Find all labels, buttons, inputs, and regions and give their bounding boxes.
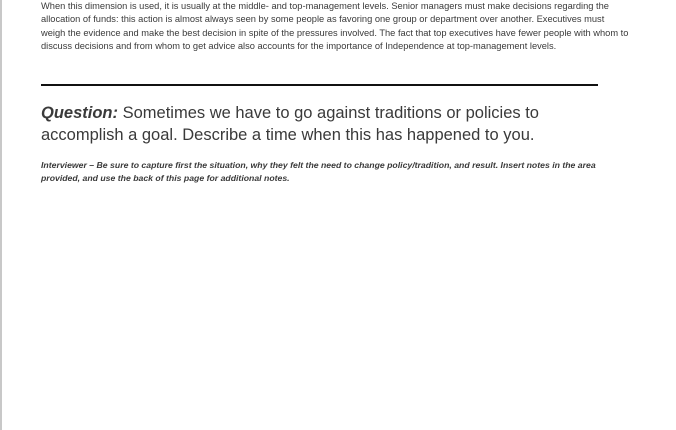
page-left-edge bbox=[0, 0, 2, 430]
section-divider bbox=[41, 84, 598, 86]
interviewer-instructions: Interviewer – Be sure to capture first the situation, why they felt the need to change policy/tradition, and result. Insert notes in the area provided, and use the back of this page for additional notes. bbox=[41, 160, 596, 184]
intro-paragraph: When this dimension is used, it is usually at the middle- and top-management levels. Senior managers must make decisions regarding the allocation of funds: this action is almost always seen by some people as favoring one group or department over another. Executives must weigh the evidence and make the best decision in spite of the pressures involved. The fact that top executives have fewer people with whom to discuss decisions and from whom to get advice also accounts for the importance of Independence at top-management levels. bbox=[41, 1, 629, 52]
question-text: Sometimes we have to go against traditions or policies to accomplish a goal. Describe a time when this has happened to you. bbox=[41, 104, 539, 144]
question-block bbox=[41, 102, 601, 146]
question-label: Question: bbox=[41, 104, 118, 122]
